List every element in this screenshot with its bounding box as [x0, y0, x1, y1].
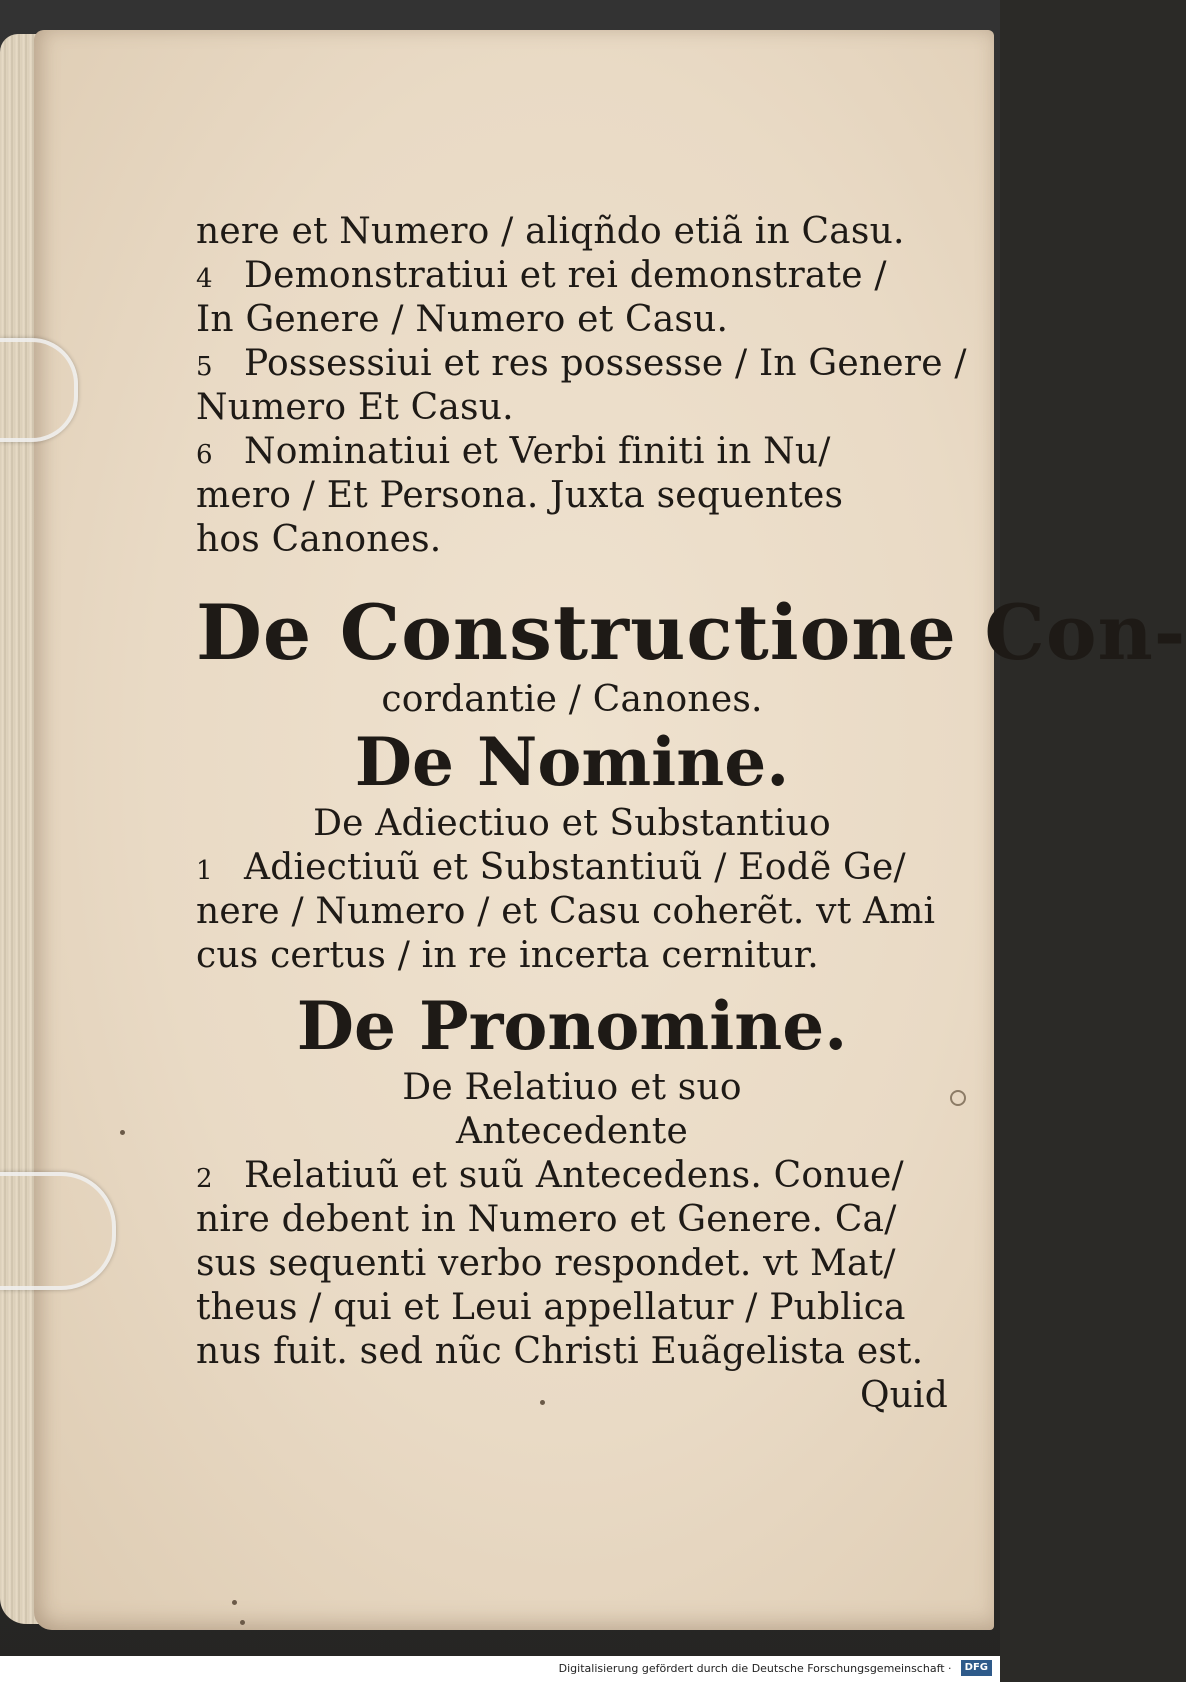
text-line: Numero Et Casu.	[196, 387, 514, 428]
funding-credit: Digitalisierung gefördert durch die Deutsche Forschungsgemeinschaft ·	[558, 1662, 952, 1675]
digitization-footer	[0, 1656, 1000, 1682]
line-number: 4	[196, 264, 213, 294]
heading-de-pronomine: De Pronomine.	[296, 987, 848, 1065]
text-line	[196, 846, 948, 890]
text-line: cus certus / in re incerta cernitur.	[196, 935, 819, 976]
line-number: 6	[196, 440, 213, 470]
line-text: Demonstratiui et rei demonstrate /	[244, 255, 887, 296]
binding-strap-upper	[0, 338, 78, 442]
binding-strap-lower	[0, 1172, 116, 1290]
subheading-antecedente: Antecedente	[456, 1111, 688, 1152]
text-line: nire debent in Numero et Genere. Ca/	[196, 1199, 897, 1240]
catchword: Quid	[859, 1375, 948, 1416]
text-line: In Genere / Numero et Casu.	[196, 299, 729, 340]
paper-ring-mark	[950, 1090, 966, 1106]
text-line	[196, 1154, 948, 1198]
line-text: Relatiuũ et suũ Antecedens. Conue/	[244, 1155, 904, 1196]
dfg-logo: DFG	[961, 1660, 992, 1676]
page-text	[196, 210, 1186, 1418]
line-text: Adiectiuũ et Substantiuũ / Eodẽ Ge/	[244, 847, 906, 888]
text-line	[196, 342, 967, 386]
text-line: theus / qui et Leui appellatur / Publica	[196, 1287, 906, 1328]
text-line: mero / Et Persona. Juxta sequentes	[196, 475, 844, 516]
line-text: Possessiui et res possesse / In Genere /	[244, 343, 967, 384]
text-line: nus fuit. sed nũc Christi Euãgelista est.	[196, 1331, 924, 1372]
text-line: nere / Numero / et Casu coherẽt. vt Ami	[196, 891, 936, 932]
rule-number: 1	[196, 856, 213, 886]
line-text: Nominatiui et Verbi finiti in Nu/	[244, 431, 831, 472]
subheading-relativo: De Relatiuo et suo	[402, 1067, 742, 1108]
text-line	[196, 254, 948, 298]
section-heading-construction: De Constructione Con-	[196, 588, 1186, 677]
rule-number: 2	[196, 1164, 213, 1194]
line-number: 5	[196, 352, 213, 382]
text-line: nere et Numero / aliqñdo etiã in Casu.	[196, 211, 905, 252]
text-line: sus sequenti verbo respondet. vt Mat/	[196, 1243, 896, 1284]
text-line: hos Canones.	[196, 519, 442, 560]
text-line	[196, 430, 948, 474]
heading-de-nomine: De Nomine.	[354, 723, 790, 801]
subheading-adiectivo: De Adiectiuo et Substantiuo	[313, 803, 831, 844]
section-heading-continuation: cordantie / Canones.	[381, 679, 763, 720]
